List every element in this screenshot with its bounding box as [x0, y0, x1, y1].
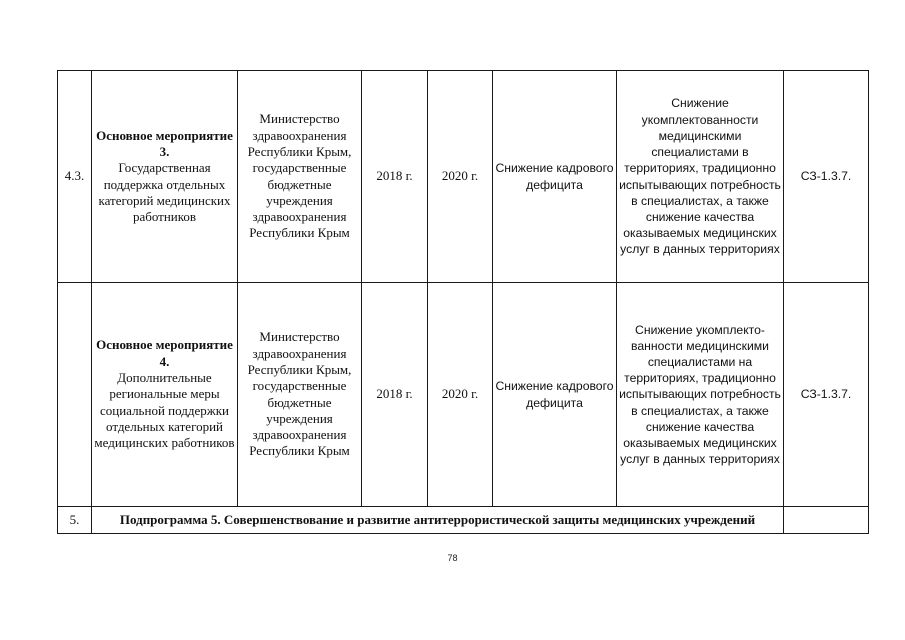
row-number-cell: 4.3. — [58, 71, 92, 283]
expected-result-cell: Снижение кадрового дефицита — [493, 283, 617, 507]
consequence-cell: Снижение укомплекто-ванности медицинскими специалистами на территориях, традиционно испытывающих потребность в специалистах, а также снижение качества оказываемых медицинских услуг в данных территориях — [617, 283, 784, 507]
page-number: 78 — [447, 553, 458, 563]
table-row — [58, 283, 869, 507]
activity-title-bold: Основное мероприятие 4. — [96, 337, 233, 369]
consequence-cell: Снижение укомплектованности медицинскими специалистами в территориях, традиционно испытывающих потребность в специалистах, а также снижение качества оказываемых медицинских услуг в данных территориях — [617, 71, 784, 283]
activity-title-bold: Основное мероприятие 3. — [96, 127, 233, 159]
indicator-code-cell: СЗ-1.3.7. — [784, 283, 869, 507]
activities-table — [57, 70, 869, 534]
subprogram-row — [58, 507, 869, 534]
indicator-code-cell: СЗ-1.3.7. — [784, 71, 869, 283]
end-year-cell: 2020 г. — [428, 283, 493, 507]
document-page — [57, 70, 869, 534]
activity-description: Дополнительные региональные меры социальной поддержки отдельных категорий медицинских работников — [94, 370, 235, 451]
expected-result-cell: Снижение кадрового дефицита — [493, 71, 617, 283]
start-year-cell: 2018 г. — [362, 71, 428, 283]
activity-description: Государственная поддержка отдельных категорий медицинских работников — [98, 160, 231, 225]
row-number-cell: 5. — [58, 507, 92, 534]
activity-name-cell — [92, 283, 238, 507]
activity-name-cell — [92, 71, 238, 283]
table-row — [58, 71, 869, 283]
executor-cell: Министерство здравоохранения Республики Крым, государственные бюджетные учреждения здравоохранения Республики Крым — [238, 283, 362, 507]
executor-cell: Министерство здравоохранения Республики Крым, государственные бюджетные учреждения здравоохранения Республики Крым — [238, 71, 362, 283]
empty-cell — [784, 507, 869, 534]
start-year-cell: 2018 г. — [362, 283, 428, 507]
row-number-cell — [58, 283, 92, 507]
end-year-cell: 2020 г. — [428, 71, 493, 283]
subprogram-title: Подпрограмма 5. Совершенствование и развитие антитеррористической защиты медицинских учреждений — [92, 507, 784, 534]
